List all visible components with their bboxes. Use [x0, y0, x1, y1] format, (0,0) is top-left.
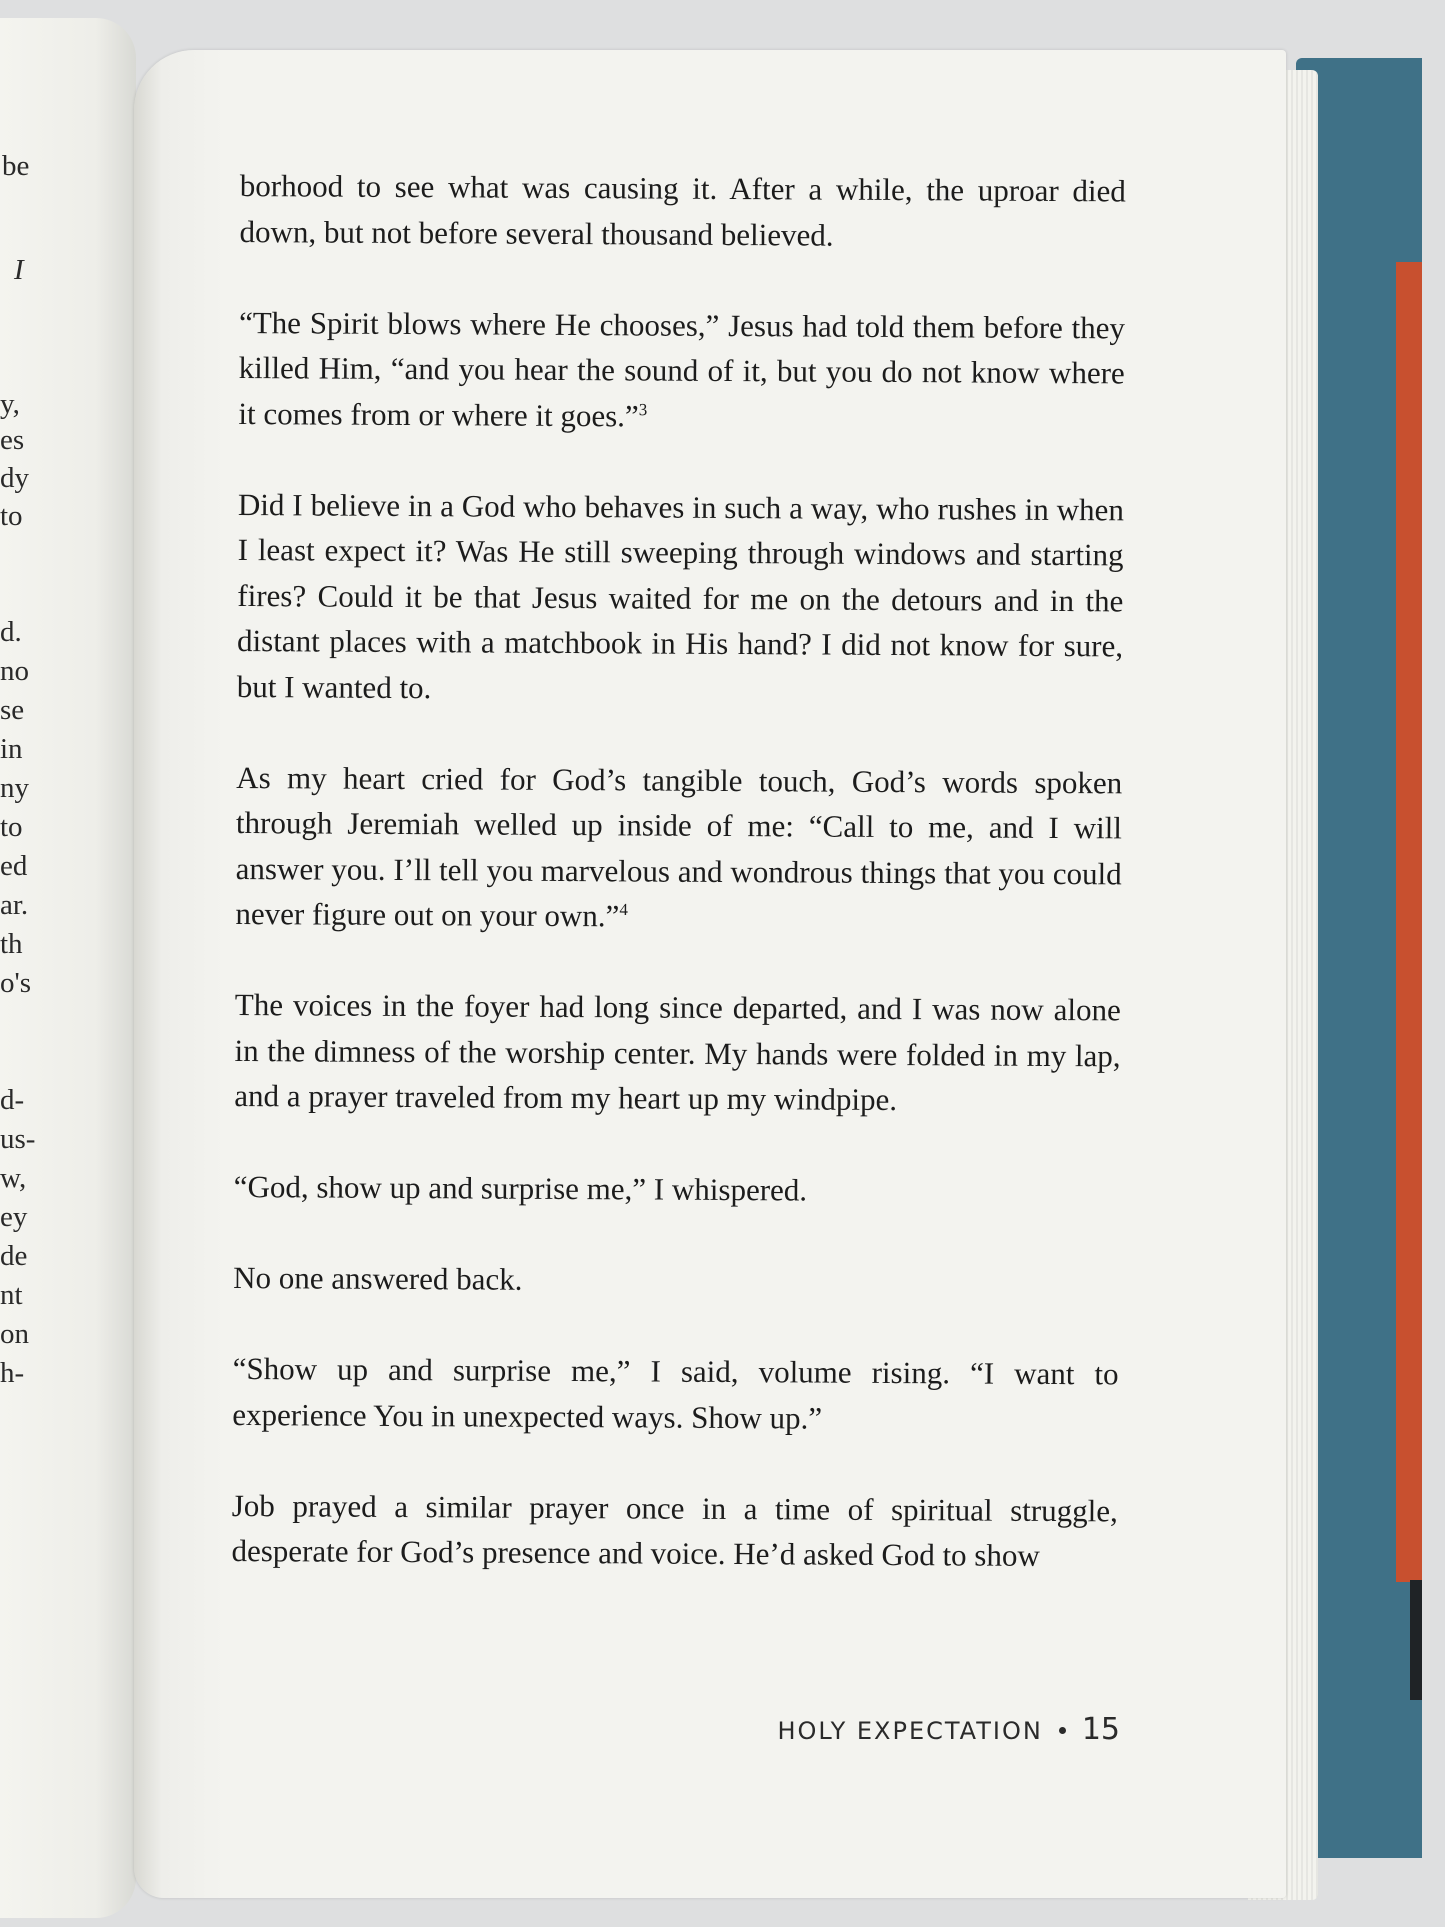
page-footer [700, 1712, 1120, 1747]
facing-page-fragment: th [0, 928, 23, 960]
facing-page-fragment: ey [0, 1201, 28, 1233]
running-head: HOLY EXPECTATION [777, 1717, 1043, 1745]
paragraph: “Show up and surprise me,” I said, volume rising. “I want to experience You in unexpected ways. Show up.” [232, 1350, 1119, 1436]
paragraph: As my heart cried for God’s tangible touch, God’s words spoken through Jeremiah welled up inside of me: “Call to me, and I will answer you. I’ll tell you marvelous and wondrous things that you could never figure out on your own.”$^4$ [235, 759, 1123, 934]
facing-page-fragment: ny [0, 772, 29, 804]
facing-page-fragment: in [0, 733, 23, 765]
facing-page-fragment: o's [0, 967, 32, 999]
paragraph: “The Spirit blows where He chooses,” Jesus had told them before they killed Him, “and you hear the sound of it, but you do not know where it comes from or where it goes.”$^3$ [238, 304, 1126, 433]
facing-page-fragment: d. [0, 616, 22, 648]
page-body [231, 163, 1126, 1624]
facing-page-fragment: dy [0, 462, 29, 494]
facing-page-fragment: nt [0, 1279, 23, 1311]
facing-page-fragment: to [0, 500, 23, 532]
paragraph: Did I believe in a God who behaves in such a way, who rushes in when I least expect it? Was He still sweeping through windows and starting fires? Could it be that Jesus waited for me on the detours and in the distant places with a matchbook in His hand? I did not know for sure, but I wanted to. [236, 486, 1125, 705]
facing-page-fragment: d- [0, 1084, 25, 1116]
facing-page-fragment: h- [0, 1357, 25, 1389]
facing-page-fragment: se [0, 694, 25, 726]
facing-page-fragment: us- [0, 1123, 36, 1155]
page-number: 15 [1081, 1712, 1120, 1747]
facing-page-fragment: ed [0, 850, 28, 882]
bullet-separator [1059, 1727, 1066, 1734]
book-cover-dark-band [1410, 1580, 1422, 1700]
facing-page-fragment: y, [0, 388, 20, 420]
facing-page-fragment: w, [0, 1162, 27, 1194]
paragraph: Job prayed a similar prayer once in a time of spiritual struggle, desperate for God’s presence and voice. He’d asked God to show [231, 1487, 1118, 1573]
facing-page-fragment: be [2, 150, 30, 182]
book-cover-stripe [1396, 262, 1422, 1582]
paragraph: The voices in the foyer had long since departed, and I was now alone in the dimness of the worship center. My hands were folded in my lap, and a prayer traveled from my heart up my windpipe. [234, 986, 1121, 1118]
facing-page-fragment: ar. [0, 889, 29, 921]
footnote-marker: 4 [619, 900, 628, 920]
facing-page-fragment: I [14, 254, 24, 286]
footnote-marker: 3 [638, 399, 648, 419]
facing-page-fragment: de [0, 1240, 28, 1272]
facing-page-fragment: on [0, 1318, 29, 1350]
facing-page [0, 18, 136, 1918]
paragraph: borhood to see what was causing it. After a while, the uproar died down, but not before several thousand believed. [239, 167, 1126, 253]
facing-page-fragment: no [0, 655, 29, 687]
paragraph: No one answered back. [233, 1259, 523, 1297]
facing-page-fragment: es [0, 424, 25, 456]
paragraph: “God, show up and surprise me,” I whispered. [233, 1168, 808, 1208]
facing-page-fragment: to [0, 811, 23, 843]
